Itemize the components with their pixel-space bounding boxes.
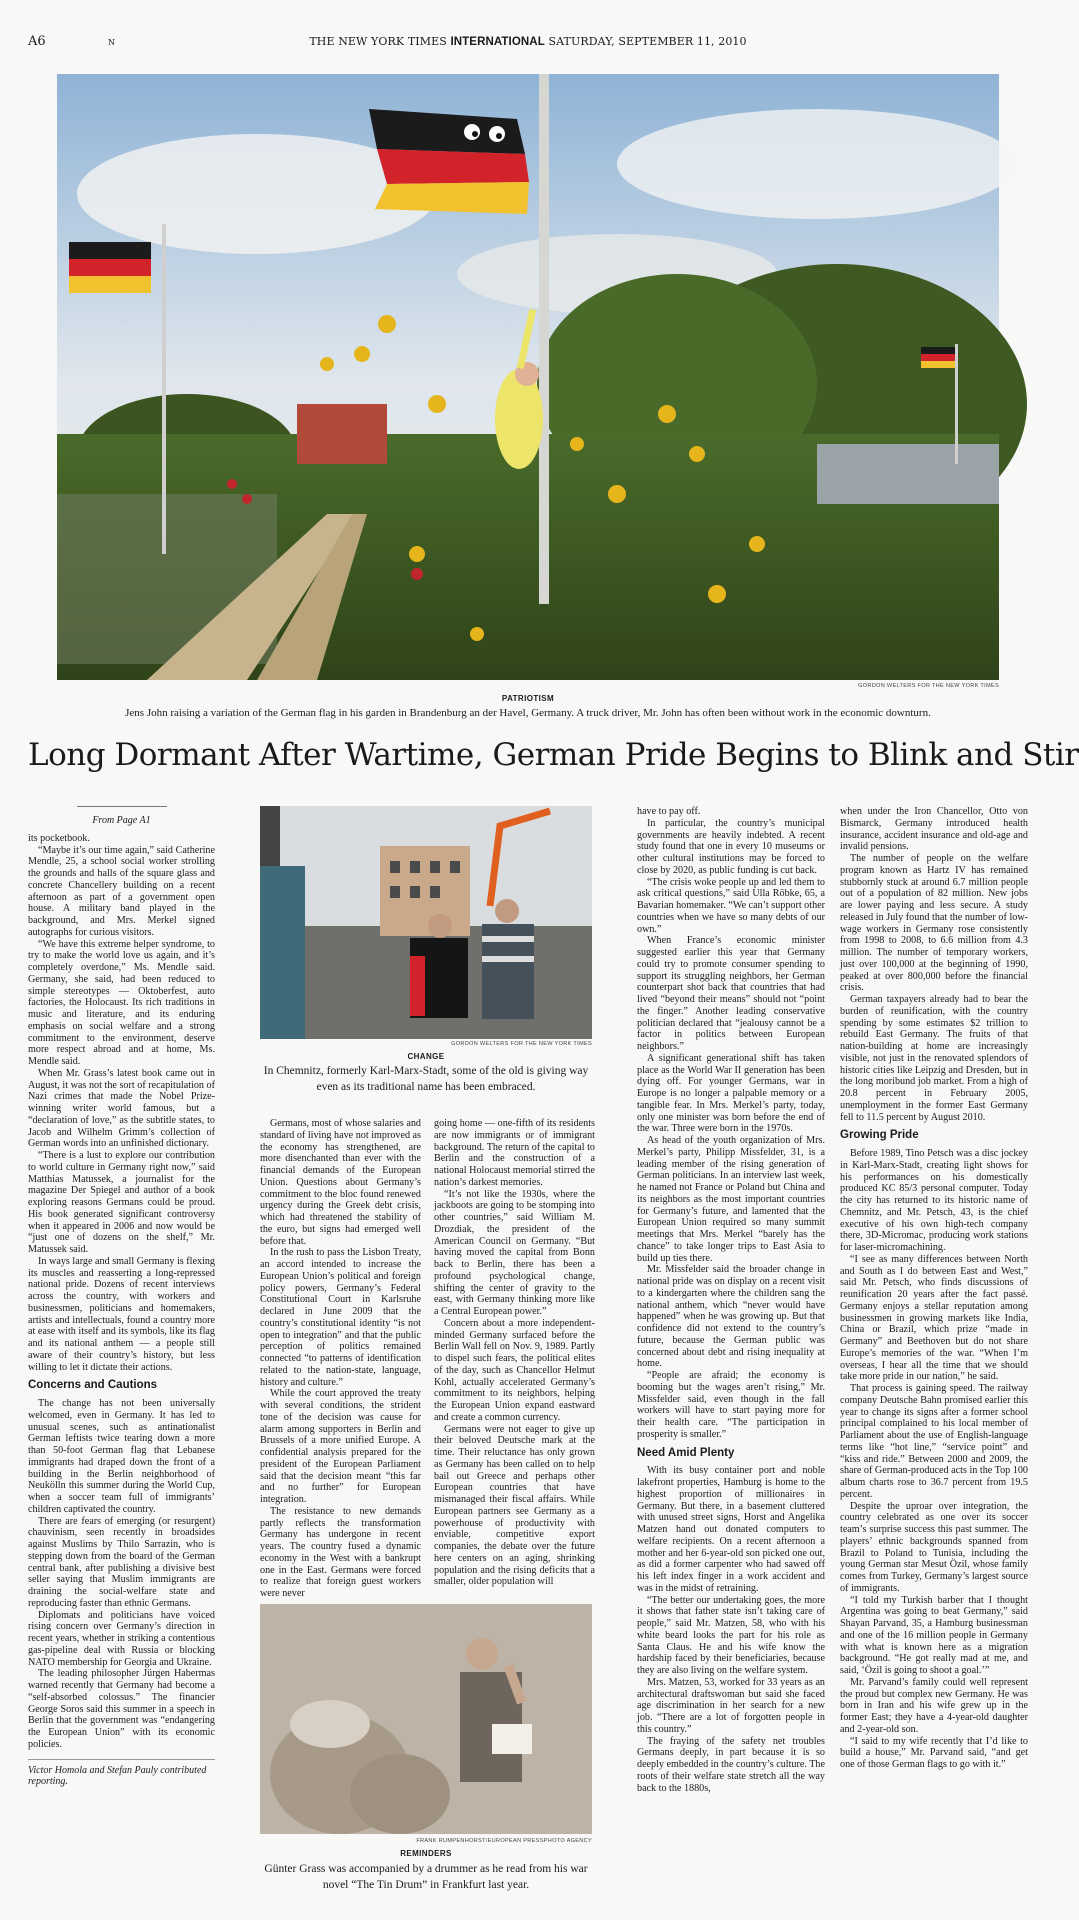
paragraph: The resistance to new demands partly reflects the transformation Germany has undergone in recent years. The country fused a dynamic economy in the West with a bankrupt one in the East. Germans were forced to realize that foreign guest workers were never [260,1505,421,1599]
article-column-4 [637,806,825,1892]
grass-photo [260,1604,592,1834]
paragraph: Concern about a more independent-minded Germany surfaced before the Berlin Wall fell on Nov. 9, 1989. Partly to dispel such fears, the political elites of the day, such as Chancellor Helmut Kohl, actually accelerated Germany’s commitment to its neighbors, helping the European Union expand eastward and create a common currency. [434,1317,595,1423]
column-divider [77,806,167,807]
paragraph: That process is gaining speed. The railway company Deutsche Bahn promised earlier this year to change its signs after a former school principal complained to his local member of Parliament about the use of English-language terms like “hot line,” “service point” and “kiss and ride.” Between 2000 and 2009, the share of German-produced acts in the Top 100 album charts rose to 36.7 percent from 19.5 percent. [840,1383,1028,1500]
paragraph: Despite the uproar over integration, the country celebrated as one over its soccer team’s surprise success this past summer. The players’ ethnic backgrounds spanned from Brazil to Poland to Tunisia, including the young German star Mesut Özil, whose family comes from Turkey, Germany’s largest source of immigrants. [840,1500,1028,1594]
paragraph: Germans, most of whose salaries and standard of living have not improved as the economy has strengthened, are more disenchanted than ever with the financial demands of the European Union. Questions about Germany’s commitment to the bloc found renewed urgency during the Greek debt crisis, which had threatened the stability of the euro, but signs had emerged well before that. [260,1118,421,1247]
paragraph: The number of people on the welfare program known as Hartz IV has remained stubbornly stuck at around 6.7 million people out of a population of 82 million. New jobs are lower paying and less secure. A study released in July found that the number of low-wage workers in Germany rose consistently from 1998 to 2008, to 6.6 million from 4.3 million. The number of temporary workers, just over 100,000 at the beginning of 1990, peaked at over 800,000 before the financial crisis. [840,853,1028,994]
paragraph: “People are afraid; the economy is booming but the wages aren’t rising,” Mr. Missfelder said, even though in the fall workers will have to start paying more for their health care. “The participation in prosperity is smaller.” [637,1370,825,1440]
paragraph: As head of the youth organization of Mrs. Merkel’s party, Philipp Missfelder, 31, is a leading member of the rising generation of German politicians. In an interview last week, he named not France or Poland but China and its neighbors as the most important countries for Germany’s future, and lamented that the European Union required so many summit meetings that Mrs. Merkel “barely has the chance” to take longer trips to East Asia to build up ties there. [637,1135,825,1264]
grass-photo-kicker: REMINDERS [400,1849,452,1858]
article-column-2 [260,1118,421,1599]
headline: Long Dormant After Wartime, German Pride Begins to Blink and Stir [28,737,1079,773]
edition-mark: N [108,38,115,47]
main-photo-credit: GORDON WELTERS FOR THE NEW YORK TIMES [858,683,999,689]
article-column-1 [28,806,215,1892]
grass-photo-caption: Günter Grass was accompanied by a drummer as he read from his war novel “The Tin Drum” in Frankfurt last year. [264,1863,588,1891]
article-column-3 [434,1118,595,1588]
paragraph: Mr. Parvand’s family could well represent the proud but complex new Germany. He was born in Iran and his wife grew up in the former East; they have a 4-year-old daughter and 2-year-old son. [840,1676,1028,1735]
paragraph: The leading philosopher Jürgen Habermas warned recently that Germany had become a “self-absorbed colossus.” The financier George Soros said this summer in a speech in Berlin that the government was “endangering the European Union” with its economic policies. [28,1668,215,1750]
subhead: Need Amid Plenty [637,1446,735,1459]
paper-name: THE NEW YORK TIMES [309,35,447,48]
subhead: Growing Pride [840,1129,919,1142]
chemnitz-photo-caption: In Chemnitz, formerly Karl-Marx-Stadt, some of the old is giving way even as its traditional name has been embraced. [263,1065,589,1093]
paragraph: Before 1989, Tino Petsch was a disc jockey in Karl-Marx-Stadt, creating light shows for his performances on his domestically produced KC 85/3 personal computer. Today the city has returned to its historic name of Chemnitz, and Mr. Petsch, 43, is the chief executive of his own high-tech company there, 3D-Micromac, producing work stations for laser-micromachining. [840,1148,1028,1253]
paragraph: “The crisis woke people up and led them to ask critical questions,” said Ulla Röbke, 65, a Bavarian homemaker. “We can’t support other countries when we have so many debts of our own.” [637,876,825,935]
paragraph: When France’s economic minister suggested earlier this year that Germany could try to promote consumer spending to support its struggling neighbors, her German counterpart shot back that countries that had lived “beyond their means” should not “point the finger.” Another leading conservative politician declared that “jealousy cannot be a factor in politics between European neighbors.” [637,935,825,1052]
grass-photo-credit: FRANK RUMPENHORST/EUROPEAN PRESSPHOTO AGENCY [416,1838,592,1844]
chemnitz-photo [260,806,592,1039]
subhead: Concerns and Cautions [28,1379,158,1392]
paragraph: When Mr. Grass’s latest book came out in August, it was not the sort of recapitulation of Nazi crimes that made the Nobel Prize-winning writer world famous, but a “declaration of love,” as the subtitle states, to Jacob and Wilhelm Grimm’s collection of German words into an unfinished dictionary. [28,1067,215,1150]
paragraph: “I see as many differences between North and South as I do between East and West,” said Mr. Petsch, who finds discussions of reunification 20 years after the fact passé. Germany enjoys a stellar reputation among businessmen in growing markets like India, China or Brazil, which prize “made in Germany” and Beethoven but do not share Europe’s memories of the war. “When I’m overseas, I hear all the time that we should take more pride in our nation,” he said. [840,1253,1028,1383]
paragraph: There are fears of emerging (or resurgent) chauvinism, seen recently in broadsides against Muslims by Thilo Sarrazin, who is stepping down from the board of the German central bank, after publishing a divisive best seller saying that Muslim immigrants are draining the social-welfare state and reproducing faster than ethnic Germans. [28,1515,215,1609]
main-photo [57,74,999,680]
paragraph: The change has not been universally welcomed, even in Germany. It has led to unusual scenes, such as antinationalist German leftists twice tearing down a more than 50-foot German flag that Lebanese immigrants had draped down the front of a building in the Berlin neighborhood of Neukölln this summer during the World Cup, when a soccer team full of immigrants’ children captivated the country. [28,1398,215,1515]
paragraph: With its busy container port and noble lakefront properties, Hamburg is home to the highest proportion of millionaires in Germany. But there, in a basement cluttered with unused street signs, Horst and Angelika Matzen hand out donated computers to welfare recipients. On a recent afternoon a mother and her 6-year-old son picked one out, as did a former carpenter who had sawed off his left index finger in a work accident and was in the midst of retraining. [637,1465,825,1594]
paragraph: A significant generational shift has taken place as the World War II generation has been dying off. For younger Germans, war in Europe is no longer a palpable memory or a tangible fear. In Mrs. Merkel’s party, today, only one minister was born before the end of the war. Three were born in the 1970s. [637,1052,825,1135]
chemnitz-photo-kicker: CHANGE [407,1052,445,1061]
jump-label: From Page A1 [92,815,151,826]
page-folio: A6 [28,34,46,49]
paragraph: Diplomats and politicians have voiced rising concern over Germany’s direction in recent years, whether in striking a contentious gas-pipeline deal with Russia or blocking NATO membership for Georgia and Ukraine. [28,1609,215,1668]
main-photo-kicker: PATRIOTISM [501,694,555,703]
contributor-note: Victor Homola and Stefan Pauly contributed reporting. [28,1759,215,1788]
paragraph: “The better our undertaking goes, the more it shows that father state isn’t taking care of people,” said Mr. Matzen, 58, who with his white beard looks the part for his role as Santa Claus. He and his wife know the hardship faced by their beneficiaries, because they are also living on the welfare system. [637,1594,825,1676]
paragraph: While the court approved the treaty with several conditions, the strident tone of the decision was cause for alarm among supporters in Berlin and Brussels of a more unified Europe. A confidential analysis prepared for the president of the European Parliament said that the decision meant “this far and no further” for European integration. [260,1388,421,1505]
article-column-5 [840,806,1028,1892]
issue-date: SATURDAY, SEPTEMBER 11, 2010 [548,35,747,48]
paragraph: Mrs. Matzen, 53, worked for 33 years as an architectural draftswoman but said she faced age discrimination in her search for a new job. “There are a lot of forgotten people in this country.” [637,1676,825,1735]
chemnitz-photo-credit: GORDON WELTERS FOR THE NEW YORK TIMES [451,1041,592,1047]
main-photo-caption: Jens John raising a variation of the German flag in his garden in Brandenburg an der Havel, Germany. A truck driver, Mr. John has often been without work in the economic downturn. [125,707,931,719]
paragraph: when under the Iron Chancellor, Otto von Bismarck, Germany introduced health insurance, accident insurance and old-age and invalid pensions. [840,806,1028,853]
paragraph: “Maybe it’s our time again,” said Catherine Mendle, 25, a school social worker strolling the grounds and halls of the square glass and concrete Chancellery building on a recent afternoon as part of a government open house. A military band played in the background, and Mrs. Merkel signed autographs for curious visitors. [28,844,215,938]
paragraph: its pocketbook. [28,832,90,844]
paragraph: have to pay off. [637,806,701,817]
paragraph: “I told my Turkish barber that I thought Argentina was going to beat Germany,” said Shayan Parvand, 35, a Hamburg businessman and one of the 16 million people in Germany with what is known here as a migration background. “He got really mad at me, and said, ‘Özil is going to shoot a goal.’” [840,1594,1028,1676]
paragraph: The fraying of the safety net troubles Germans deeply, in part because it is so deeply embedded in the country’s culture. The roots of their welfare state stretch all the way back to the 1880s, [637,1735,825,1794]
paragraph: “It’s not like the 1930s, where the jackboots are going to be stomping into other countries,” said William M. Drozdiak, the president of the American Council on Germany. “But having moved the capital from Bonn back to Berlin, there has been a profound psychological change, shifting the center of gravity to the east, with Germany thinking more like a Central European power.” [434,1188,595,1317]
paragraph: In the rush to pass the Lisbon Treaty, an accord intended to increase the European Union’s political and foreign policy powers, Germany’s Federal Constitutional Court in Karlsruhe declared in June 2009 that the country’s constitutional identity “is not open to integration” and that the public perception of politics remained connected “to patterns of identification related to the nation-state, language, history and culture.” [260,1247,421,1388]
paragraph: “There is a lust to explore our contribution to world culture in Germany right now,” said Matthias Matussek, a journalist for the magazine Der Spiegel and author of a book exploring reasons Germans could be proud. His book generated significant controversy when it appeared in 2006 and now would be “just one of dozens on the shelf,” Mr. Matussek said. [28,1150,215,1255]
paragraph: “We have this extreme helper syndrome, to try to make the world love us again, and it’s completely overdone,” Ms. Mendle said. Germany, she said, had been reduced to simple stereotypes — Oktoberfest, auto factories, the Holocaust. Its rich traditions in music and literature, and its enduring emphasis on social welfare and a strong commitment to the environment, deserve more respect abroad and at home, Ms. Mendle said. [28,938,215,1067]
paragraph: Germans were not eager to give up their beloved Deutsche mark at the time. Their reluctance has only grown as Germany has been called on to help bail out Greece and perhaps other European countries that have mismanaged their fiscal affairs. While European partners see Germany as a powerhouse of productivity with enviable, competitive export companies, the debate over the future here centers on an aging, shrinking population and the rising deficits that a smaller, older population will [434,1423,595,1588]
paragraph: In ways large and small Germany is flexing its muscles and reasserting a long-repressed national pride. Dozens of recent interviews across the country, with workers and businessmen, politicians and homemakers, artists and intellectuals, found a country more at ease with itself and its symbols, like its flag and its national anthem — a people still aware of their country’s history, but less willing to let it dictate their actions. [28,1255,215,1373]
paragraph: “I said to my wife recently that I’d like to build a house,” Mr. Parvand said, “and get one of those German flags to go with it.” [840,1735,1028,1770]
paragraph: Mr. Missfelder said the broader change in national pride was on display on a recent visit to a kindergarten where the children sang the national anthem, which “never would have happened” when he was growing up. But that confidence did not extend to the country’s future, because the German public was concerned about debt and rising inequality at home. [637,1264,825,1370]
paragraph: going home — one-fifth of its residents are now immigrants or of immigrant background. The return of the capital to Berlin and the construction of a national Holocaust memorial stirred the nation’s darkest memories. [434,1118,595,1188]
paragraph: In particular, the country’s municipal governments are heavily indebted. A recent study found that one in every 10 museums or other cultural institutions may be forced to close by 2020, as public funding is cut back. [637,817,825,876]
running-head [0,35,1056,48]
paragraph: German taxpayers already had to bear the burden of reunification, with the country spending by some estimates $2 trillion to rebuild East Germany. The fruits of that nation-building at home are increasingly visible, not just in the renovated splendors of historic cities like Leipzig and Dresden, but in the long moribund job market. From a high of 20.8 percent in February 2005, unemployment in the former East Germany fell to 11.5 percent by August 2010. [840,994,1028,1123]
section-name: INTERNATIONAL [450,36,545,48]
